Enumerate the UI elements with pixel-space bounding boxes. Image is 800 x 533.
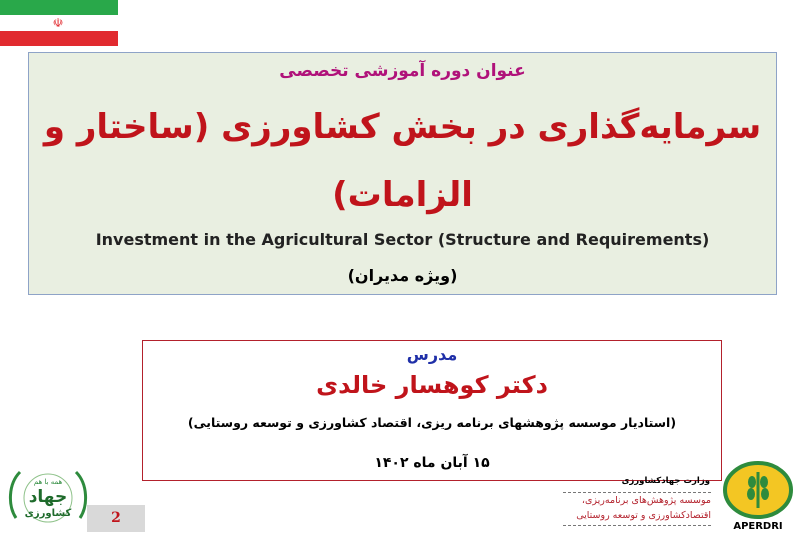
instructor-box (142, 340, 722, 481)
course-title-box (28, 52, 777, 295)
course-title-fa: سرمایه‌گذاری در بخش کشاورزی (ساختار و الزامات) (43, 107, 762, 215)
course-date: ۱۵ آبان ماه ۱۴۰۲ (374, 455, 490, 471)
flag-red-band (0, 31, 118, 46)
course-audience: (ویژه مدیران) (347, 266, 458, 285)
iran-flag (0, 0, 118, 46)
course-title-en: Investment in the Agricultural Sector (Structure and Requirements) (95, 230, 710, 249)
instructor-name: دکتر کوهسار خالدی (316, 371, 548, 399)
institute-line-1: موسسه پژوهش‌های برنامه‌ریزی، (581, 495, 711, 506)
flag-green-band (0, 0, 118, 15)
jahad-logo-sub-text: کشاورزی (24, 508, 72, 519)
page-number: 2 (87, 505, 145, 532)
instructor-label: مدرس (406, 345, 458, 364)
institute-line-2: اقتصادکشاورزی و توسعه روستایی (576, 510, 711, 521)
jahad-keshavarzi-logo (6, 462, 90, 530)
aperdri-logo-text: APERDRI (733, 521, 783, 532)
flag-emblem-icon: ☫ (52, 16, 64, 30)
instructor-affiliation: (استادیار موسسه پژوهشهای برنامه ریزی، اقتصاد کشاورزی و توسعه روستایی) (187, 415, 677, 430)
ministry-name: وزارت جهادکشاورزی (621, 476, 710, 486)
flag-white-band (0, 15, 118, 31)
jahad-logo-main-text: جهاد (28, 487, 68, 507)
jahad-logo-top-text: همه با هم (33, 478, 63, 486)
course-label: عنوان دوره آموزشی تخصصی (279, 61, 526, 81)
aperdri-logo (718, 460, 798, 532)
institute-name (563, 492, 711, 526)
